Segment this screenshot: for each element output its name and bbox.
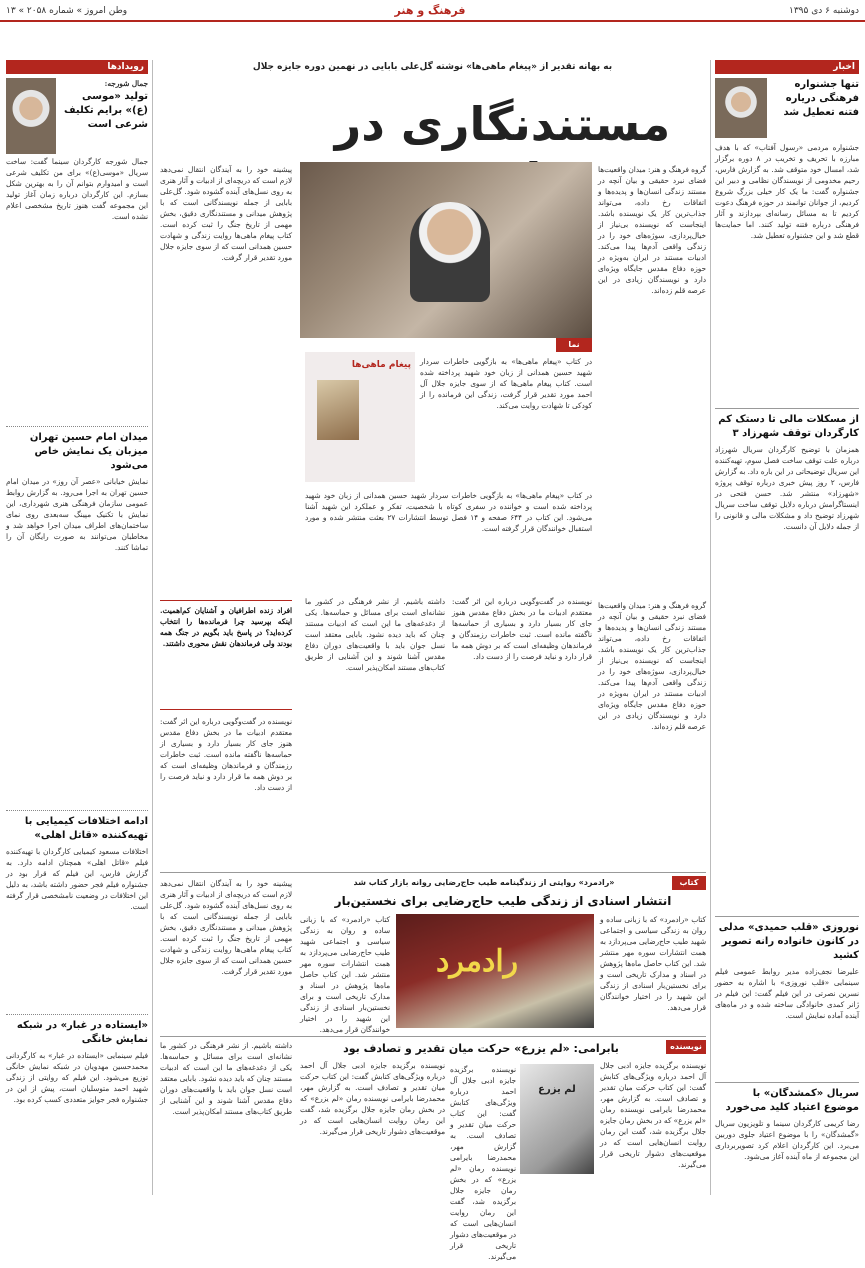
section-divider <box>160 1036 706 1037</box>
bayrami-body-col3: نویسنده برگزیده جایزه ادبی جلال آل احمد درباره ویژگی‌های کتابش گفت: این کتاب حرکت میان تقدیر و تصادف است. به گزارش مهر، محمدرضا بایرامی نویسنده رمان «لم یزرع» که در بخش رمان جایزه جلال برگزیده شد، گفت این رمان روایت انسان‌هایی است که در موقعیت‌های دشوار تاریخی قرار می‌گیرند. <box>450 1065 516 1261</box>
main-body-col5: نویسنده در گفت‌وگویی درباره این اثر گفت: معتقدم ادبیات ما در بخش دفاع مقدس هنوز جای کار بسیار دارد و بسیاری از حماسه‌ها ناگفته مانده است. ثبت خاطرات رزمندگان و فرماندهان وظیفه‌ای است که بر دوش همه ما قرار دارد و نباید فرصت را از دست داد. <box>452 597 592 661</box>
radmard-poster <box>396 914 594 1028</box>
left-body-continuation: پیشینه خود را به آیندگان انتقال نمی‌دهد لازم است که دریچه‌ای از ادبیات و آثار هنری به روی نسل‌های آینده گشوده شود. گل‌علی بابایی از جمله نویسندگانی است که با پژوهش میدانی و مستندنگاری دقیق، بخش مهمی از تاریخ جنگ را ثبت کرده است. کتاب پیغام ماهی‌ها روایت زندگی و شهادت حسین همدانی است که از سوی جایزه جلال مورد تقدیر قرار گرفت. <box>160 879 292 976</box>
right-news-column <box>715 60 859 1195</box>
book-cover-title: لم یزرع <box>538 1084 576 1095</box>
issue-number: وطن امروز » شماره ۲۰۵۸ » ۱۳ <box>6 6 128 16</box>
divider <box>715 1082 859 1083</box>
left-news4-body: فیلم سینمایی «ایستاده در غبار» به کارگردانی محمدحسین مهدویان در شبکه نمایش خانگی توزیع می‌شود. این فیلم که روایتی از زندگی شهید احمد متوسلیان است، پیش از این در جشنواره فجر جوایز متعددی کسب کرده بود. <box>6 1051 148 1104</box>
poster-title: رادمرد <box>436 944 519 979</box>
right-news2-body: همزمان با توضیح کارگردان سریال شهرزاد درباره علت توقف ساخت فصل سوم، تهیه‌کننده این سریال توضیحاتی در این باره داد. به گزارش فارس، ۲ روز پیش خبری درباره توقف پروژه «شهرزاد» منتشر شد. حسن فتحی در اینستاگرامش درباره دلایل توقف ساخت سریال شهرزاد توضیح داد و مشکلات مالی و قانونی را از جمله دلایل آن دانست. <box>715 445 859 531</box>
feature-photo <box>300 162 592 338</box>
main-body-col2b: نویسنده در گفت‌وگویی درباره این اثر گفت: معتقدم ادبیات ما در بخش دفاع مقدس هنوز جای کار بسیار دارد و بسیاری از حماسه‌ها ناگفته مانده است. ثبت خاطرات رزمندگان و فرماندهان وظیفه‌ای است که بر دوش همه ما قرار دارد و نباید فرصت را از دست داد. <box>160 717 292 792</box>
issue-date: دوشنبه ۶ دی ۱۳۹۵ <box>789 6 859 16</box>
column-rule <box>152 60 153 1195</box>
lam-yazra-cover <box>520 1064 594 1174</box>
book-cover <box>317 380 359 440</box>
tag-nama: نما <box>556 338 592 352</box>
tag-author: نویسنده <box>666 1040 706 1054</box>
book-box-body: در کتاب «پیغام ماهی‌ها» به بازگویی خاطرات سردار شهید حسین همدانی از زبان خود شهید پرداخته شده است. کتاب پیغام ماهی‌ها که از سوی جایزه جلال آل احمد مورد تقدیر قرار گرفت، زندگی این فرمانده را از کودکی تا شهادت روایت می‌کند. <box>420 357 592 410</box>
section-divider <box>160 872 706 873</box>
bayrami-body-col2: نویسنده برگزیده جایزه ادبی جلال آل احمد درباره ویژگی‌های کتابش گفت: این کتاب حرکت میان تقدیر و تصادف است. به گزارش مهر، محمدرضا بایرامی نویسنده رمان «لم یزرع» که در بخش رمان جایزه جلال برگزیده شد، گفت این رمان روایت انسان‌هایی است که در موقعیت‌های دشوار تاریخی قرار می‌گیرند. <box>300 1061 445 1136</box>
column-rule <box>710 60 711 1195</box>
left-column-head: رویدادها <box>6 60 148 74</box>
left-news1-title: تولید «موسی (ع)» برایم تکلیف شرعی است <box>63 91 148 130</box>
right-news3-title: نوروزی «قلب حمیدی» مدلی در کانون خانواده رانه تصویر کشید <box>718 922 859 961</box>
left-news2-title: میدان امام حسین تهران میزبان یک نمایش خاص می‌شود <box>29 432 148 471</box>
page-header <box>0 0 865 48</box>
bayrami-title: بابرامی: «لم یزرع» حرکت میان تقدیر و تصادف بود <box>343 1042 619 1055</box>
radmard-body: کتاب «رادمرد» که با زبانی ساده و روان به زندگی سیاسی و اجتماعی شهید طیب حاج‌رضایی می‌پردازد به همت انتشارات سوره مهر منتشر شد. این کتاب حاصل ماه‌ها پژوهش در اسناد و مدارک تاریخی است و برای نخستین‌بار اسنادی از زندگی این شهید را در اختیار خوانندگان قرار می‌دهد. <box>600 915 706 1012</box>
main-body-col4: داشته باشیم. از نشر فرهنگی در کشور ما نشانه‌ای است برای مسائل و حماسه‌ها. یکی از دغدغه‌های ما این است که ادبیات مستند چنان که باید دیده نشود. بابایی معتقد است نسل جوان باید با واقعیت‌های دوران دفاع مقدس آشنا شوند و این آشنایی از طریق کتاب‌های مستند امکان‌پذیر است. <box>305 597 445 672</box>
section-title: فرهنگ و هنر <box>394 4 466 17</box>
left-news1-body: جمال شورجه کارگردان سینما گفت: ساخت سریال «موسی(ع)» برای من تکلیف شرعی است و امیدوارم بتوانم آن را به بهترین شکل بسازم. این کارگردان درباره زمان آغاز تولید این مجموعه گفت هنوز تاریخ مشخصی اعلام نشده است. <box>6 157 148 221</box>
radmard-title: انتشار اسنادی از زندگی طیب حاج‌رضایی برای نخستین‌بار <box>334 894 672 908</box>
divider <box>6 1014 148 1015</box>
news-photo <box>715 78 767 138</box>
radmard-kicker: «رادمرد» روایتی از زندگینامه طیب حاج‌رضایی روانه بازار کتاب شد <box>353 878 615 887</box>
divider <box>6 810 148 811</box>
divider <box>715 916 859 917</box>
left-news3-body: اختلافات مسعود کیمیایی کارگردان با تهیه‌کننده فیلم «قاتل اهلی» همچنان ادامه دارد. به گزارش فارس، این فیلم که قرار بود در جشنواره فیلم فجر حضور داشته باشد، به دلیل این اختلافات در وضعیت نامشخصی قرار گرفته است. <box>6 847 148 911</box>
left-news2-body: نمایش خیابانی «عصر آن روز» در میدان امام حسین تهران به اجرا می‌رود. به گزارش روابط عمومی سازمان فرهنگی هنری شهرداری، این نمایش با تکنیک مپینگ سه‌بعدی روی نمای ساختمان‌های اطراف میدان اجرا خواهد شد و مخاطبان می‌توانند به صورت رایگان آن را تماشا کنند. <box>6 477 148 552</box>
right-news1-title: تنها جشنواره فرهنگی دریاره فتنه تعطیل شد <box>783 79 859 118</box>
pull-quote-text: افراد زنده اطرافیان و آشنایان کم‌اهمیت. اینکه بپرسید چرا فرمانده‌ها را انتخاب کرده‌اید؟ در پاسخ باید بگویم در جنگ همه بودند ولی فرماندهان نقش محوری داشتند. <box>160 606 292 648</box>
right-news4-body: رضا کریمی کارگردان سینما و تلویزیون سریال «گمشدگان» را با موضوع اعتیاد جلوی دوربین می‌برد. این کارگردان اعلام کرد تصویربرداری این مجموعه از ماه آینده آغاز می‌شود. <box>715 1119 859 1161</box>
main-kicker: به بهانه تقدیر از «پیغام ماهی‌ها» نوشته گل‌علی بابایی در نهمین دوره جایزه جلال <box>252 62 613 72</box>
right-column-head: اخبار <box>715 60 859 74</box>
tag-book: کتاب <box>672 876 706 890</box>
radmard-body-col2: کتاب «رادمرد» که با زبانی ساده و روان به زندگی سیاسی و اجتماعی شهید طیب حاج‌رضایی می‌پردازد به همت انتشارات سوره مهر منتشر شد. این کتاب حاصل ماه‌ها پژوهش در اسناد و مدارک تاریخی است و برای نخستین‌بار اسنادی از زندگی این شهید را در اختیار خوانندگان قرار می‌دهد. <box>300 915 390 1034</box>
shoorjeh-photo <box>6 78 56 154</box>
header-rule <box>0 20 865 22</box>
left-news4-title: «ایستاده در غبار» در شبکه نمایش خانگی <box>16 1020 148 1045</box>
main-body-col3: در کتاب «پیغام ماهی‌ها» به بازگویی خاطرات سردار شهید حسین همدانی از زبان خود شهید پرداخته شده است و خواننده در سفری کوتاه با شخصیت، تفکر و عملکرد این شهید آشنا می‌شود. این کتاب در ۶۴۴ صفحه و ۱۴ فصل توسط انتشارات ۲۷ بعثت منتشر شده و مورد استقبال خوانندگان قرار گرفته است. <box>305 491 592 533</box>
left-news-column <box>6 60 148 1195</box>
main-body-col1: گروه فرهنگ و هنر: میدان واقعیت‌ها فضای نبرد حقیقی و بیان آنچه در مستند زندگی انسان‌ها و پدیده‌ها و اتفاقات رخ داده، می‌تواند جذاب‌ترین کار یک نویسنده باشد. اینجاست که نویسنده بی‌نیاز از خیال‌پردازی، سوژه‌های خود را در زندگی واقعی آدم‌ها پیدا می‌کند. ادبیات مستند در ایران به‌ویژه در حوزه دفاع مقدس جایگاه ویژه‌ای دارد و نویسندگان زیادی در این عرصه قلم زده‌اند. <box>598 165 706 295</box>
book-box-title: پیغام ماهی‌ها <box>351 360 411 370</box>
main-body-col2: پیشینه خود را به آیندگان انتقال نمی‌دهد لازم است که دریچه‌ای از ادبیات و آثار هنری به روی نسل‌های آینده گشوده شود. گل‌علی بابایی از جمله نویسندگانی است که با پژوهش میدانی و مستندنگاری دقیق، بخش مهمی از تاریخ جنگ را ثبت کرده است. کتاب پیغام ماهی‌ها روایت زندگی و شهادت حسین همدانی است که از سوی جایزه جلال مورد تقدیر قرار گرفت. <box>160 165 292 262</box>
divider <box>6 426 148 427</box>
left-news3-title: ادامه اختلافات کیمیایی با تهیه‌کننده «قاتل اهلی» <box>24 816 148 841</box>
left-news1-kicker: جمال شورجه: <box>104 79 148 88</box>
bayrami-body: نویسنده برگزیده جایزه ادبی جلال آل احمد درباره ویژگی‌های کتابش گفت: این کتاب حرکت میان تقدیر و تصادف است. به گزارش مهر، محمدرضا بایرامی نویسنده رمان «لم یزرع» که در بخش رمان جایزه جلال برگزیده شد، گفت این رمان روایت انسان‌هایی است که در موقعیت‌های دشوار تاریخی قرار می‌گیرند. <box>600 1061 706 1169</box>
right-news2-title: از مسکلات مالی تا دستک کم کارگردان توقف شهرزاد ۳ <box>718 414 859 439</box>
right-news4-title: سریال «کمشدگان» با موضوع اعتیاد کلید می‌خورد <box>725 1088 859 1113</box>
right-news3-body: علیرضا نجف‌زاده مدیر روابط عمومی فیلم سینمایی «قلب نوروزی» با اشاره به حضور نسرین نصرتی در این فیلم گفت: این فیلم در ژانر کمدی خانوادگی ساخته شده و در ماه‌های آینده آماده نمایش است. <box>715 967 859 1020</box>
main-title: مستندنگاری در <box>334 97 671 151</box>
main-body-col1b: گروه فرهنگ و هنر: میدان واقعیت‌ها فضای نبرد حقیقی و بیان آنچه در مستند زندگی انسان‌ها و پدیده‌ها و اتفاقات رخ داده، می‌تواند جذاب‌ترین کار یک نویسنده باشد. اینجاست که نویسنده بی‌نیاز از خیال‌پردازی، سوژه‌های خود را در زندگی واقعی آدم‌ها پیدا می‌کند. ادبیات مستند در ایران به‌ویژه در حوزه دفاع مقدس جایگاه ویژه‌ای دارد و نویسندگان زیادی در این عرصه قلم زده‌اند. <box>598 601 706 731</box>
pull-quote <box>160 600 292 710</box>
left-body-continuation2: داشته باشیم. از نشر فرهنگی در کشور ما نشانه‌ای است برای مسائل و حماسه‌ها. یکی از دغدغه‌های ما این است که ادبیات مستند چنان که باید دیده نشود. بابایی معتقد است نسل جوان باید با واقعیت‌های دوران دفاع مقدس آشنا شوند و این آشنایی از طریق کتاب‌های مستند امکان‌پذیر است. <box>160 1041 292 1116</box>
book-box <box>305 352 415 482</box>
portrait-figure <box>410 202 490 302</box>
right-news1-body: جشنواره مردمی «رسول آفتاب» که با هدف مبارزه با تحریف و تخریب در ۸ دوره برگزار شد، امسال خود متوقف شد. به گزارش فارس، رحیم مخدومی از نویسندگان نظامی و دبیر این جشنواره گفت: ما یک کار خیلی بزرگ شروع کردیم، از جوانان توانمند در حوزه فرهنگ دعوت کردیم تا به مسائل رسانه‌ای بپردازند و آثار فرهنگی درباره فتنه تولید کنند. اما حمایت‌ها قطع شد و این جشنواره تعطیل شد. <box>715 143 859 240</box>
divider <box>715 408 859 409</box>
